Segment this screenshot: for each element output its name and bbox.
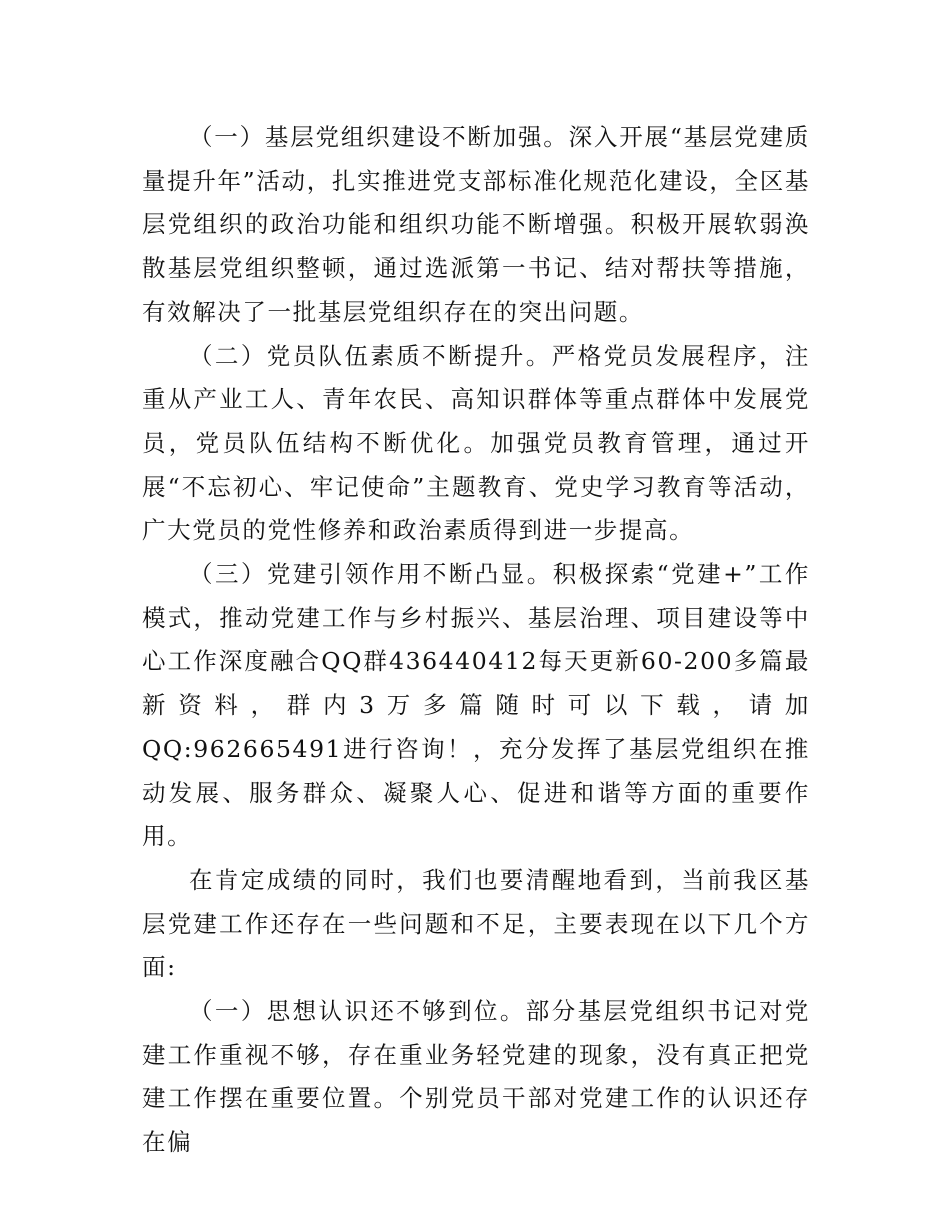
paragraph-achievement-1: （一）基层党组织建设不断加强。深入开展“基层党建质量提升年”活动，扎实推进党支部标准化规范化建设，全区基层党组织的政治功能和组织功能不断增强。积极开展软弱涣散基层党组织整顿，通过选派第一书记、结对帮扶等措施，有效解决了一批基层党组织存在的突出问题。 bbox=[142, 123, 810, 326]
paragraph-problem-1: （一）思想认识还不够到位。部分基层党组织书记对党建工作重视不够，存在重业务轻党建的现象，没有真正把党建工作摆在重要位置。个别党员干部对党建工作的认识还存在偏 bbox=[142, 997, 810, 1157]
paragraph-problems-intro: 在肯定成绩的同时，我们也要清醒地看到，当前我区基层党建工作还存在一些问题和不足，主要表现在以下几个方面: bbox=[142, 865, 810, 982]
document-body bbox=[142, 116, 810, 1165]
paragraph-achievement-2: （二）党员队伍素质不断提升。严格党员发展程序，注重从产业工人、青年农民、高知识群体等重点群体中发展党员，党员队伍结构不断优化。加强党员教育管理，通过开展“不忘初心、牢记使命”主题教育、党史学习教育等活动，广大党员的党性修养和政治素质得到进一步提高。 bbox=[142, 341, 810, 545]
paragraph-achievement-3: （三）党建引领作用不断凸显。积极探索“党建+”工作模式，推动党建工作与乡村振兴、基层治理、项目建设等中心工作深度融合QQ群436440412每天更新60-200多篇最新资料，群内3万多篇随时可以下载，请加QQ:962665491进行咨询！，充分发挥了基层党组织在推动发展、服务群众、凝聚人心、促进和谐等方面的重要作用。 bbox=[142, 560, 810, 851]
